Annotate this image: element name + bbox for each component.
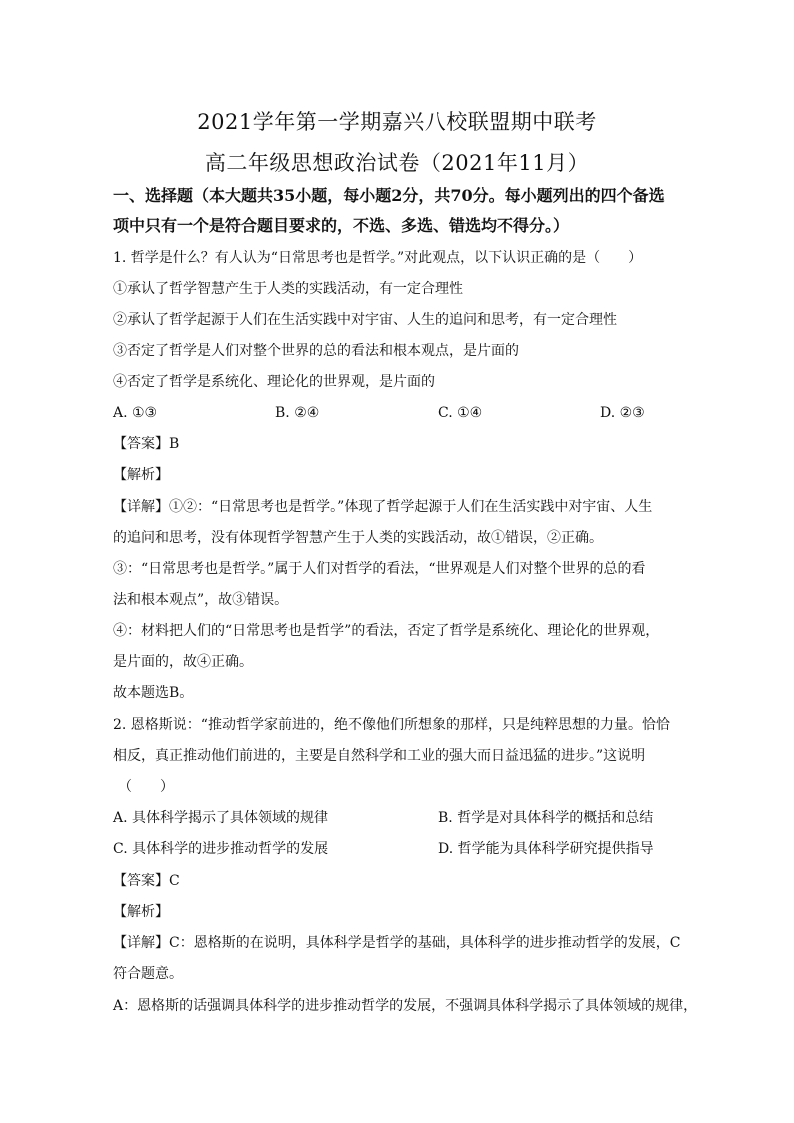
question-1-stem: 1. 哲学是什么？有人认为“日常思考也是哲学。”对此观点，以下认识正确的是（ ）: [113, 250, 643, 266]
question-1-option-c: C. ①④: [438, 405, 483, 421]
question-1-option-b: B. ②④: [275, 405, 320, 421]
question-1-analysis-label: 【解析】: [113, 467, 169, 483]
question-2-stem: 相反，真正推动他们前进的，主要是自然科学和工业的强大而日益迅猛的进步。”这说明: [113, 748, 646, 764]
question-2-answer: 【答案】C: [113, 873, 180, 889]
question-1-option-a: A. ①③: [113, 405, 158, 421]
question-1-option-d: D. ②③: [600, 405, 645, 421]
question-2-stem-paren: （ ）: [118, 779, 174, 795]
question-2-detail: A：恩格斯的话强调具体科学的进步推动哲学的发展，不强调具体科学揭示了具体领域的规律，: [113, 998, 698, 1014]
question-1-item: ④否定了哲学是系统化、理论化的世界观，是片面的: [113, 374, 435, 390]
question-2-option-d: D. 哲学能为具体科学研究提供指导: [438, 841, 654, 857]
question-1-detail: 是片面的，故④正确。: [113, 654, 253, 670]
question-1-detail: 法和根本观点”，故③错误。: [113, 592, 289, 608]
question-1-detail: 的追问和思考，没有体现哲学智慧产生于人类的实践活动，故①错误，②正确。: [113, 530, 603, 546]
question-1-detail: ③：“日常思考也是哲学。”属于人们对哲学的看法，“世界观是人们对整个世界的总的看: [113, 561, 646, 577]
question-1-item: ①承认了哲学智慧产生于人类的实践活动，有一定合理性: [113, 281, 463, 297]
question-2-detail: 符合题意。: [113, 966, 183, 982]
exam-subtitle: 高二年级思想政治试卷（2021年11月）: [204, 151, 590, 175]
question-1-detail: ④：材料把人们的“日常思考也是哲学”的看法，否定了哲学是系统化、理论化的世界观，: [113, 623, 660, 639]
question-1-detail: 【详解】①②：“日常思考也是哲学。”体现了哲学起源于人们在生活实践中对宇宙、人生: [113, 499, 653, 515]
question-2-option-a: A. 具体科学揭示了具体领域的规律: [113, 810, 329, 826]
question-1-answer: 【答案】B: [113, 436, 180, 452]
question-2-detail: 【详解】C：恩格斯的在说明，具体科学是哲学的基础，具体科学的进步推动哲学的发展，C: [113, 935, 681, 951]
question-2-stem: 2. 恩格斯说：“推动哲学家前进的，绝不像他们所想象的那样，只是纯粹思想的力量。恰恰: [113, 717, 670, 733]
question-1-conclusion: 故本题选B。: [113, 685, 194, 701]
exam-title: 2021学年第一学期嘉兴八校联盟期中联考: [197, 110, 597, 134]
question-2-option-c: C. 具体科学的进步推动哲学的发展: [113, 841, 329, 857]
section-header: 一、选择题（本大题共35小题，每小题2分，共70分。每小题列出的四个备选: [113, 186, 665, 205]
question-2-option-b: B. 哲学是对具体科学的概括和总结: [438, 810, 654, 826]
section-header-cont: 项中只有一个是符合题目要求的，不选、多选、错选均不得分。）: [113, 216, 570, 235]
question-2-analysis-label: 【解析】: [113, 904, 169, 920]
question-1-item: ②承认了哲学起源于人们在生活实践中对宇宙、人生的追问和思考，有一定合理性: [113, 312, 617, 328]
question-1-item: ③否定了哲学是人们对整个世界的总的看法和根本观点，是片面的: [113, 343, 519, 359]
